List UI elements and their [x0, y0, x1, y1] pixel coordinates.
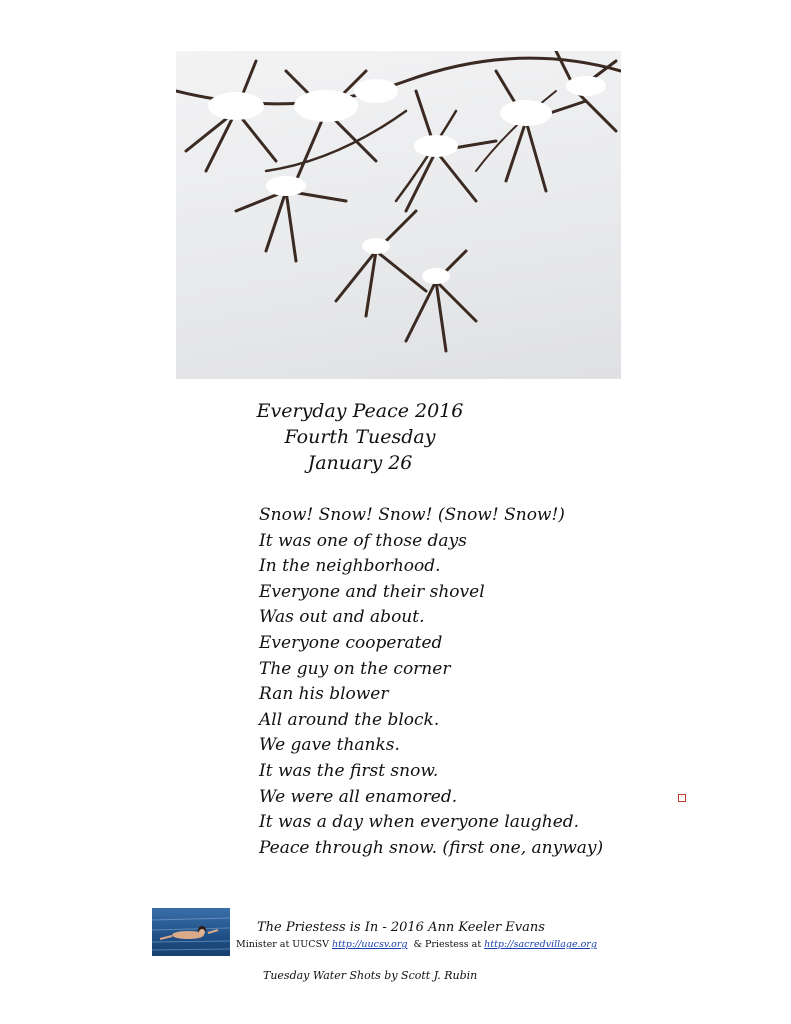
swimmer-illustration: [152, 908, 230, 956]
poem-line: Ran his blower: [259, 684, 389, 705]
small-marker-icon: ·: [678, 794, 686, 802]
minister-label: Minister at UUCSV: [236, 939, 332, 950]
poem-line: Was out and about.: [259, 607, 425, 628]
page-title: Everyday Peace 2016: [256, 400, 464, 422]
title-block: [230, 398, 490, 476]
uucsv-link[interactable]: http://uucsv.org: [331, 939, 408, 950]
page-subtitle: Fourth Tuesday: [284, 426, 436, 448]
swimmer-photo: [152, 908, 230, 956]
page-date: January 26: [307, 452, 413, 474]
poem-line: All around the block.: [259, 709, 440, 730]
snow-branch-photo: [176, 51, 621, 379]
poem-line: Snow! Snow! Snow! (Snow! Snow!): [259, 505, 565, 525]
poem-line: Peace through snow. (first one, anyway): [259, 837, 604, 858]
poem-line: We were all enamored.: [259, 786, 458, 807]
footer-links: [236, 939, 597, 950]
poem-line: Everyone cooperated: [259, 632, 443, 653]
poem-line: In the neighborhood.: [259, 556, 441, 577]
poem-line: We gave thanks.: [259, 735, 400, 756]
footer-attribution: The Priestess is In - 2016 Ann Keeler Evans: [257, 920, 545, 935]
photo-credit: Tuesday Water Shots by Scott J. Rubin: [263, 969, 478, 982]
poem-line: It was a day when everyone laughed.: [259, 812, 580, 833]
poem-line: It was the first snow.: [259, 760, 439, 781]
poem: [259, 503, 659, 861]
sacred-village-link[interactable]: http://sacredvillage.org: [484, 939, 597, 950]
poem-line: It was one of those days: [259, 530, 467, 551]
snow-branch-illustration: [176, 51, 621, 379]
poem-line: The guy on the corner: [259, 658, 451, 679]
poem-line: Everyone and their shovel: [259, 581, 485, 602]
priestess-label: & Priestess at: [407, 939, 485, 950]
